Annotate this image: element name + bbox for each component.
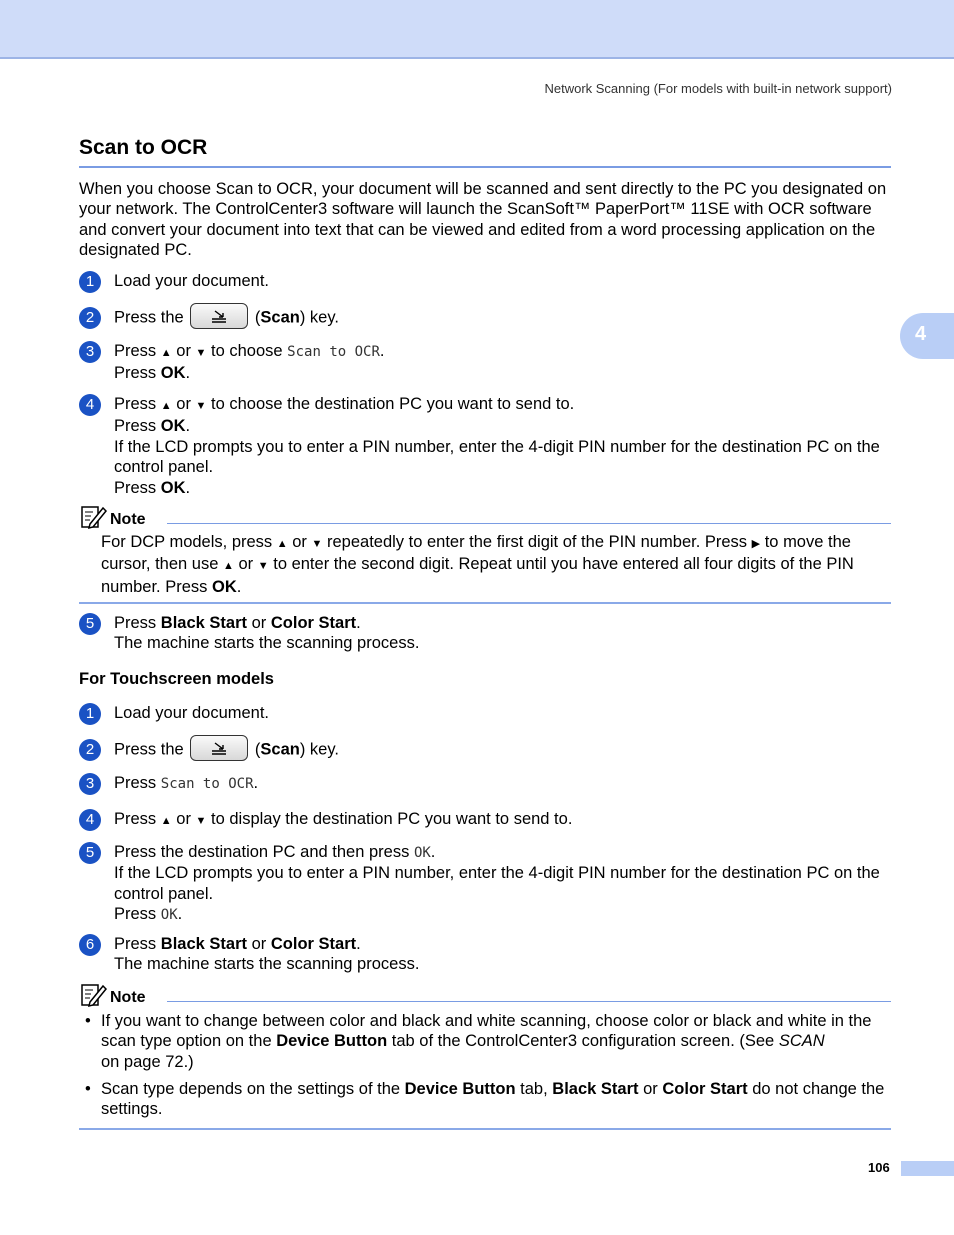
- step-text-part: or: [251, 935, 267, 953]
- step-text-part: or: [176, 342, 191, 360]
- scan-key-button: [190, 735, 248, 761]
- down-arrow-icon: ▼: [195, 400, 207, 412]
- bullet-dot: •: [85, 1080, 91, 1098]
- note-text: Scan type depends on the settings of the: [101, 1080, 401, 1098]
- up-arrow-icon: ▲: [160, 400, 172, 412]
- note-text: For DCP models, press: [101, 533, 273, 551]
- step-text-part: Press: [114, 614, 157, 632]
- note-rule: [167, 1001, 891, 1002]
- lcd-option: OK: [160, 907, 178, 924]
- step-text-part: Press: [114, 905, 157, 924]
- step-text: Press ▲ or ▼ to choose Scan to OCR. Press OK.: [114, 342, 385, 383]
- section-title: Scan to OCR: [79, 136, 208, 159]
- scan-key-button: [190, 303, 248, 329]
- note-label: Note: [110, 511, 146, 528]
- step-text-part: The machine starts the scanning process.: [114, 955, 420, 974]
- touchscreen-heading: For Touchscreen models: [79, 670, 274, 688]
- note-body: For DCP models, press ▲ or ▼ repeatedly to enter the first digit of the PIN number. Press ▶ to move the cursor, then use ▲ or ▼ to enter the second digit. Repeat until you have entered all four digits of the PIN number. Press OK.: [101, 533, 854, 596]
- device-button-label: Device Button: [276, 1032, 388, 1051]
- step-text: Load your document.: [114, 704, 270, 722]
- step-text-part: Press the: [114, 740, 184, 759]
- note-end-rule: [79, 602, 891, 604]
- scan-key-label: Scan: [260, 308, 300, 327]
- step-text-part: Press: [114, 364, 157, 383]
- right-arrow-icon: ▶: [751, 538, 761, 550]
- step-number: 4: [79, 394, 101, 416]
- step-number: 3: [79, 773, 101, 795]
- step-text-part: to choose: [211, 342, 283, 360]
- title-rule: [79, 166, 891, 168]
- step-text: Press ▲ or ▼ to choose the destination PC you want to send to. Press OK. If the LCD prompts you to enter a PIN number, enter the 4-digit PIN number for the destination PC on the control panel. Press OK.: [114, 395, 880, 497]
- cross-reference: SCAN: [778, 1032, 825, 1051]
- note-text: tab of the ControlCenter3 configuration screen. (See: [391, 1032, 775, 1051]
- color-start-label: Color Start: [270, 614, 357, 632]
- step-text-part: Press: [114, 478, 157, 497]
- lcd-option: Scan to OCR: [287, 344, 380, 360]
- step-text-part: or: [176, 395, 191, 413]
- note-label: Note: [110, 989, 146, 1006]
- note-text: do not change the settings.: [101, 1080, 885, 1119]
- step-text-part: Press: [114, 342, 157, 360]
- step-text: Press Black Start or Color Start. The machine starts the scanning process.: [114, 614, 420, 653]
- scan-key-label: Scan: [260, 740, 300, 759]
- ok-key-label: OK: [211, 577, 237, 596]
- bullet-text: [101, 1079, 891, 1120]
- step-text-part: Press the: [114, 308, 184, 327]
- lcd-option: OK: [413, 845, 431, 861]
- up-arrow-icon: ▲: [160, 815, 172, 827]
- scan-icon: [210, 740, 228, 756]
- down-arrow-icon: ▼: [195, 347, 207, 359]
- step-number: 2: [79, 739, 101, 761]
- black-start-label: Black Start: [552, 1080, 639, 1098]
- ok-key-label: OK: [160, 417, 186, 436]
- note-text: or: [292, 533, 307, 551]
- note-pencil-icon: [81, 982, 107, 1008]
- step-text-part: key.: [309, 308, 339, 327]
- bullet-dot: •: [85, 1012, 91, 1030]
- step-text: Press the destination PC and then press OK. If the LCD prompts you to enter a PIN number, enter the 4-digit PIN number for the destination PC on the control panel. Press OK.: [114, 843, 880, 924]
- step-number: 5: [79, 613, 101, 635]
- chapter-number: 4: [915, 323, 927, 345]
- intro-paragraph: When you choose Scan to OCR, your document will be scanned and sent directly to the PC you designated on your network. The ControlCenter3 software will launch the ScanSoft™ PaperPort™ 11SE with OCR software and convert your document into text that can be viewed and edited from a word processing application on the designated PC.: [79, 180, 887, 260]
- step-number: 2: [79, 307, 101, 329]
- note-text: to enter the second digit. Repeat until you have entered all four digits of the PIN number. Press: [101, 555, 854, 596]
- ok-key-label: OK: [160, 364, 186, 383]
- note-text: to move the cursor, then use: [101, 533, 851, 574]
- black-start-label: Black Start: [160, 614, 247, 632]
- note-text: If you want to change between color and black and white scanning, choose color or black and white in the scan type option on the: [101, 1012, 872, 1051]
- note-text: or: [643, 1080, 658, 1098]
- step-text-part: or: [251, 614, 267, 632]
- step-text: Press Black Start or Color Start. The machine starts the scanning process.: [114, 935, 420, 974]
- down-arrow-icon: ▼: [257, 560, 269, 573]
- note-text: or: [238, 555, 254, 574]
- scan-icon: [210, 308, 228, 324]
- step-text-part: If the LCD prompts you to enter a PIN number, enter the 4-digit PIN number for the destination PC on the control panel.: [114, 437, 880, 477]
- color-start-label: Color Start: [270, 935, 357, 953]
- up-arrow-icon: ▲: [160, 347, 172, 359]
- note-pencil-icon: [81, 504, 107, 530]
- step-text: Press Scan to OCR.: [114, 774, 259, 792]
- step-text: [114, 809, 889, 831]
- note-end-rule: [79, 1128, 891, 1130]
- note-text: tab,: [520, 1080, 548, 1098]
- step-text-part: or: [176, 810, 191, 828]
- running-header: Network Scanning (For models with built-in network support): [544, 81, 892, 96]
- step-text-part: Press the destination PC and then press: [114, 843, 410, 861]
- step-text-part: to display the destination PC you want to send to.: [211, 810, 573, 828]
- step-text-part: If the LCD prompts you to enter a PIN number, enter the 4-digit PIN number for the destination PC on the control panel.: [114, 864, 880, 903]
- step-text-part: Press: [114, 774, 157, 792]
- step-text-part: to choose the destination PC you want to send to.: [211, 395, 575, 413]
- bullet-text: [101, 1011, 891, 1072]
- black-start-label: Black Start: [160, 935, 247, 953]
- note-text: on page 72.): [101, 1052, 194, 1071]
- color-start-label: Color Start: [662, 1080, 748, 1098]
- step-text-part: Press: [114, 417, 157, 436]
- step-text-part: Press: [114, 395, 157, 413]
- page-number-bar: [901, 1161, 954, 1176]
- step-text-part: Press: [114, 810, 157, 828]
- step-text-part: The machine starts the scanning process.: [114, 634, 420, 653]
- down-arrow-icon: ▼: [311, 538, 323, 550]
- chapter-tab: [900, 313, 954, 359]
- up-arrow-icon: ▲: [276, 538, 288, 550]
- step-text-part: key.: [309, 740, 339, 759]
- note-rule: [167, 523, 891, 524]
- step-number: 6: [79, 934, 101, 956]
- page-number: 106: [868, 1160, 890, 1175]
- ok-key-label: OK: [160, 478, 186, 497]
- step-text: Press the (Scan) key.: [114, 739, 889, 761]
- up-arrow-icon: ▲: [223, 560, 234, 573]
- step-number: 4: [79, 809, 101, 831]
- step-number: 3: [79, 341, 101, 363]
- note-text: repeatedly to enter the first digit of the PIN number. Press: [327, 533, 748, 551]
- step-number: 1: [79, 271, 101, 293]
- step-text-part: Press: [114, 935, 157, 953]
- step-text: Press the (Scan) key.: [114, 307, 889, 329]
- step-text: Load your document.: [114, 272, 270, 290]
- device-button-label: Device Button: [404, 1080, 516, 1098]
- down-arrow-icon: ▼: [195, 815, 207, 827]
- step-number: 5: [79, 842, 101, 864]
- top-band: [0, 0, 954, 59]
- lcd-option: Scan to OCR: [160, 776, 254, 792]
- step-number: 1: [79, 703, 101, 725]
